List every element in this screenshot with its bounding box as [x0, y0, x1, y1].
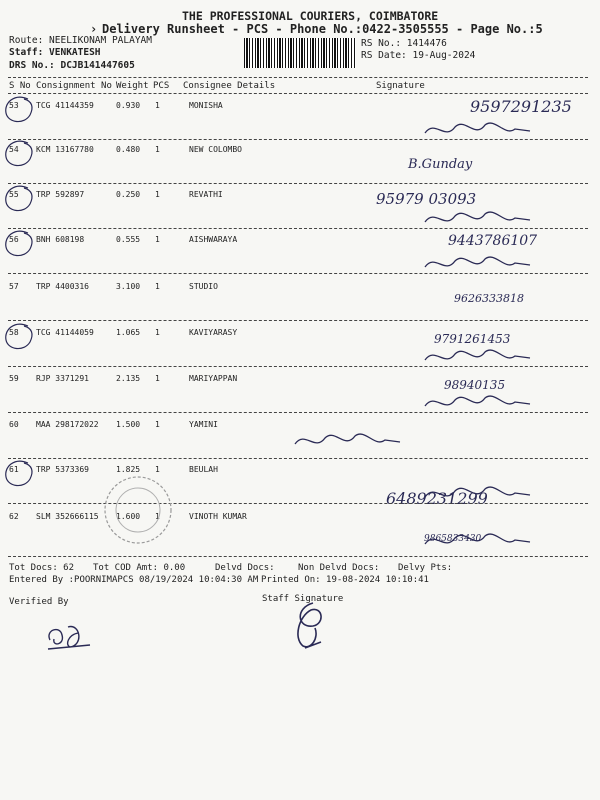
row-weight: 0.480 [116, 145, 141, 154]
table-row [0, 229, 600, 273]
tot-docs: Tot Docs: 62 [9, 563, 75, 573]
handwritten-phone: 9791261453 [434, 332, 511, 346]
rs-number: RS No.: 1414476 [361, 38, 447, 49]
serial-circle-mark [2, 137, 36, 171]
serial-circle-mark [2, 320, 36, 354]
drs-number: DRS No.: DCJB141447605 [9, 60, 135, 71]
row-sno: 62 [9, 512, 19, 521]
row-consignee: BEULAH [189, 465, 218, 474]
handwritten-phone: B.Gunday [408, 157, 473, 172]
row-sno: 60 [9, 420, 19, 429]
row-consignee: KAVIYARASY [189, 328, 238, 337]
row-consignment: BNH 608198 [36, 235, 85, 244]
serial-circle-mark [2, 93, 36, 127]
handwritten-phone: 98940135 [444, 378, 506, 392]
row-consignment: TRP 5373369 [36, 465, 89, 474]
row-pcs: 1 [155, 282, 160, 291]
row-pcs: 1 [155, 512, 160, 521]
row-consignment: TRP 4400316 [36, 282, 89, 291]
runsheet-subtitle: Delivery Runsheet - PCS - Phone No.:0422-3505555 - Page No.:5 [102, 22, 543, 36]
row-pcs: 1 [155, 374, 160, 383]
delvd-docs: Delvd Docs: [215, 563, 275, 573]
row-pcs: 1 [155, 420, 160, 429]
route-label: Route: NEELIKONAM PALAYAM [9, 35, 152, 46]
signature-scribble [420, 249, 540, 279]
handwritten-phone: 95979 03093 [376, 190, 477, 208]
row-pcs: 1 [155, 101, 160, 110]
row-weight: 2.135 [116, 374, 141, 383]
col-sno: S No [9, 81, 31, 91]
entered-by: Entered By :POORNIMAPCS 08/19/2024 10:04:30 AM [9, 575, 259, 585]
staff-signature-label: Staff Signature [262, 594, 344, 604]
col-signature: Signature [376, 81, 425, 91]
row-consignment: RJP 3371291 [36, 374, 89, 383]
handwritten-phone: 6489231299 [386, 489, 488, 508]
row-sno: 57 [9, 282, 19, 291]
verified-by-label: Verified By [9, 597, 69, 607]
table-row [0, 414, 600, 458]
row-consignment: MAA 298172022 [36, 420, 99, 429]
serial-circle-mark [2, 227, 36, 261]
serial-circle-mark [2, 457, 36, 491]
row-pcs: 1 [155, 190, 160, 199]
row-consignment: TCG 41144359 [36, 101, 94, 110]
signature-scribble [420, 526, 540, 556]
col-pcs: PCS [153, 81, 170, 91]
row-sno: 61 [9, 465, 19, 474]
row-consignee: STUDIO [189, 282, 218, 291]
non-delvd-docs: Non Delvd Docs: [298, 563, 380, 573]
table-row [0, 95, 600, 139]
row-weight: 1.600 [116, 512, 141, 521]
row-divider [8, 503, 588, 504]
tot-cod: Tot COD Amt: 0.00 [93, 563, 186, 573]
row-sno: 53 [9, 101, 19, 110]
row-weight: 3.100 [116, 282, 141, 291]
signature-scribble [290, 426, 410, 456]
table-row [0, 184, 600, 228]
row-consignee: REVATHI [189, 190, 223, 199]
row-consignee: VINOTH KUMAR [189, 512, 247, 521]
row-consignee: MONISHA [189, 101, 223, 110]
row-weight: 0.250 [116, 190, 141, 199]
row-consignment: SLM 352666115 [36, 512, 99, 521]
row-divider [8, 320, 588, 321]
row-weight: 1.825 [116, 465, 141, 474]
staff-label: Staff: VENKATESH [9, 47, 101, 58]
table-row [0, 276, 600, 320]
stamp [98, 470, 178, 550]
row-pcs: 1 [155, 145, 160, 154]
row-consignee: NEW COLOMBO [189, 145, 242, 154]
row-consignment: KCM 13167780 [36, 145, 94, 154]
printed-on: Printed On: 19-08-2024 10:10:41 [261, 575, 429, 585]
table-row [0, 368, 600, 412]
row-weight: 1.500 [116, 420, 141, 429]
row-sno: 54 [9, 145, 19, 154]
col-consignment: Consignment No [36, 81, 112, 91]
delvy-pts: Delvy Pts: [398, 563, 453, 573]
row-consignee: AISHWARAYA [189, 235, 238, 244]
row-consignee: YAMINI [189, 420, 218, 429]
table-row [0, 139, 600, 183]
row-weight: 0.930 [116, 101, 141, 110]
arrow-icon: › [90, 22, 98, 36]
row-pcs: 1 [155, 235, 160, 244]
row-divider [8, 556, 588, 557]
row-sno: 56 [9, 235, 19, 244]
col-consignee: Consignee Details [183, 81, 276, 91]
row-divider [8, 412, 588, 413]
handwritten-phone: 9865833430 [424, 534, 482, 544]
row-consignee: MARIYAPPAN [189, 374, 238, 383]
signature-scribble [420, 479, 540, 509]
row-consignment: TRP 592897 [36, 190, 85, 199]
row-sno: 58 [9, 328, 19, 337]
table-row [0, 322, 600, 366]
row-pcs: 1 [155, 328, 160, 337]
handwritten-phone: 9443786107 [448, 233, 538, 249]
row-sno: 59 [9, 374, 19, 383]
handwritten-phone: 9597291235 [470, 97, 572, 116]
row-weight: 0.555 [116, 235, 141, 244]
row-divider [8, 366, 588, 367]
table-row [0, 506, 600, 550]
row-divider [8, 273, 588, 274]
row-consignment: TCG 41144059 [36, 328, 94, 337]
barcode [244, 38, 356, 68]
table-row [0, 459, 600, 508]
col-weight: Weight [116, 81, 149, 91]
staff-signature [285, 598, 345, 658]
serial-circle-mark [2, 182, 36, 216]
page-title: THE PROFESSIONAL COURIERS, COIMBATORE [182, 9, 439, 23]
rs-date: RS Date: 19-Aug-2024 [361, 50, 476, 61]
verifier-signature [40, 615, 100, 655]
row-pcs: 1 [155, 465, 160, 474]
row-sno: 55 [9, 190, 19, 199]
row-weight: 1.065 [116, 328, 141, 337]
handwritten-phone: 9626333818 [454, 292, 524, 305]
